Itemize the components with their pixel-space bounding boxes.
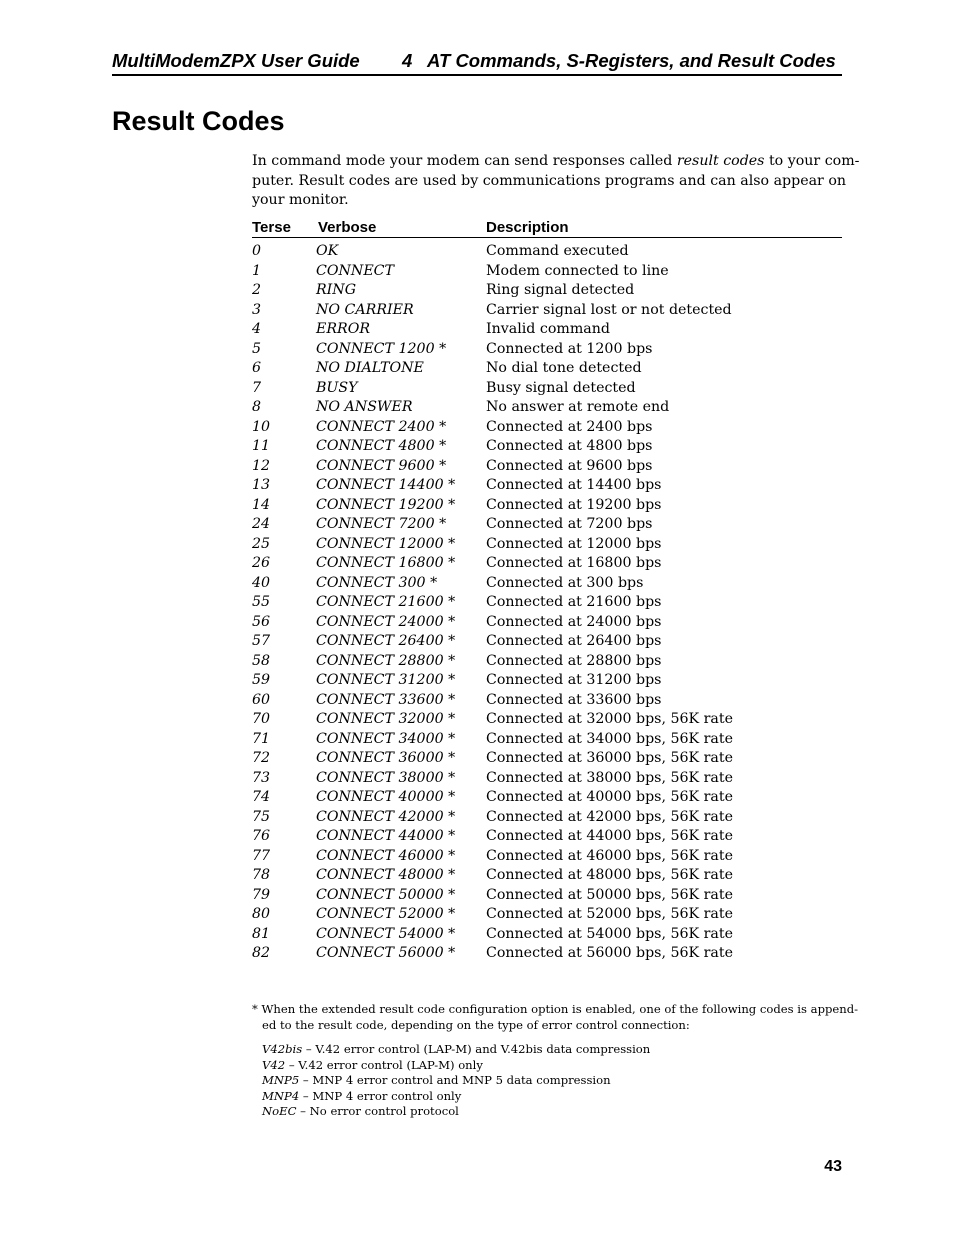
description-cell: Connected at 36000 bps, 56K rate [486, 750, 733, 766]
code-description: – No error control protocol [296, 1104, 459, 1119]
header-guide-title: MultiModemZPX User Guide [112, 50, 360, 71]
code-description: – V.42 error control (LAP-M) and V.42bis data compression [302, 1042, 651, 1056]
code-item [262, 1042, 650, 1058]
intro-line-1 [252, 152, 860, 172]
table-row [252, 301, 842, 321]
table-row [252, 437, 842, 457]
table-row [252, 359, 842, 379]
verbose-cell: CONNECT 32000 * [316, 711, 456, 727]
table-row [252, 944, 842, 964]
terse-cell: 13 [252, 477, 271, 493]
terse-cell: 73 [252, 769, 271, 786]
verbose-cell: CONNECT 44000 * [316, 828, 456, 844]
table-row [252, 281, 842, 301]
verbose-cell: CONNECT 26400 * [316, 633, 456, 649]
description-cell: Connected at 52000 bps, 56K rate [486, 906, 733, 922]
verbose-cell: CONNECT 54000 * [316, 925, 456, 942]
terse-cell: 3 [252, 301, 262, 318]
table-row [252, 476, 842, 496]
terse-cell: 56 [252, 613, 271, 630]
terse-cell: 81 [252, 925, 271, 942]
verbose-cell: CONNECT 24000 * [316, 613, 456, 630]
column-header-terse: Terse [252, 219, 291, 236]
description-cell: Connected at 46000 bps, 56K rate [486, 847, 733, 864]
terse-cell: 26 [252, 555, 271, 571]
table-row [252, 905, 842, 925]
description-cell: Carrier signal lost or not detected [486, 301, 732, 318]
terse-cell: 40 [252, 574, 271, 591]
description-cell: Connected at 7200 bps [486, 516, 653, 532]
verbose-cell: CONNECT 48000 * [316, 867, 456, 883]
description-cell: Command executed [486, 243, 629, 259]
terse-cell: 8 [252, 399, 262, 415]
description-cell: Connected at 14400 bps [486, 477, 662, 493]
table-row [252, 496, 842, 516]
terse-cell: 0 [252, 243, 262, 259]
verbose-cell: CONNECT 12000 * [316, 535, 456, 552]
verbose-cell: CONNECT 34000 * [316, 730, 456, 747]
description-cell: Ring signal detected [486, 282, 635, 298]
terse-cell: 59 [252, 672, 271, 688]
description-cell: Connected at 21600 bps [486, 594, 662, 610]
code-name: V42 [262, 1057, 286, 1072]
description-cell: Busy signal detected [486, 379, 636, 396]
verbose-cell: CONNECT 21600 * [316, 594, 456, 610]
terse-cell: 77 [252, 847, 271, 864]
terse-cell: 70 [252, 711, 271, 727]
description-cell: Connected at 38000 bps, 56K rate [486, 769, 733, 786]
table-row [252, 886, 842, 906]
terse-cell: 75 [252, 808, 271, 825]
verbose-cell: CONNECT 16800 * [316, 555, 456, 571]
description-cell: Connected at 16800 bps [486, 555, 662, 571]
table-row [252, 652, 842, 672]
table-row [252, 671, 842, 691]
description-cell: Connected at 33600 bps [486, 691, 662, 708]
terse-cell: 80 [252, 906, 271, 922]
description-cell: No answer at remote end [486, 399, 670, 415]
terse-cell: 24 [252, 516, 271, 532]
verbose-cell: CONNECT 33600 * [316, 691, 456, 708]
terse-cell: 78 [252, 867, 271, 883]
description-cell: Connected at 44000 bps, 56K rate [486, 828, 733, 844]
table-row [252, 535, 842, 555]
verbose-cell: CONNECT 46000 * [316, 847, 456, 864]
description-cell: Connected at 24000 bps [486, 613, 662, 630]
description-cell: Modem connected to line [486, 262, 669, 279]
page-title: Result Codes [112, 106, 285, 136]
column-header-verbose: Verbose [318, 219, 377, 236]
terse-cell: 57 [252, 633, 271, 649]
description-cell: Connected at 31200 bps [486, 672, 662, 688]
verbose-cell: NO DIALTONE [316, 360, 424, 376]
terse-cell: 10 [252, 418, 271, 435]
description-cell: Connected at 9600 bps [486, 457, 653, 474]
intro-term: result codes [676, 153, 765, 169]
terse-cell: 58 [252, 652, 271, 669]
intro-line-2: puter. Result codes are used by communications programs and can also appear on [252, 172, 847, 189]
verbose-cell: CONNECT 14400 * [316, 477, 456, 493]
description-cell: Connected at 32000 bps, 56K rate [486, 711, 733, 727]
intro-text: to your com- [764, 153, 860, 169]
table-row [252, 554, 842, 574]
terse-cell: 76 [252, 828, 271, 844]
table-row [252, 457, 842, 477]
terse-cell: 55 [252, 594, 271, 610]
verbose-cell: BUSY [316, 379, 358, 396]
table-row [252, 632, 842, 652]
terse-cell: 25 [252, 535, 271, 552]
terse-cell: 2 [252, 282, 262, 298]
description-cell: Connected at 56000 bps, 56K rate [486, 945, 733, 961]
terse-cell: 4 [252, 321, 262, 337]
verbose-cell: CONNECT 36000 * [316, 750, 456, 766]
table-row [252, 749, 842, 769]
description-cell: Connected at 2400 bps [486, 418, 653, 435]
verbose-cell: NO ANSWER [316, 399, 413, 415]
table-row [252, 593, 842, 613]
verbose-cell: ERROR [316, 321, 371, 337]
terse-cell: 74 [252, 789, 271, 805]
intro-text: In command mode your modem can send responses called [252, 153, 677, 169]
description-cell: Invalid command [486, 321, 610, 337]
verbose-cell: CONNECT 9600 * [316, 457, 447, 474]
table-header-rule [252, 237, 842, 238]
terse-cell: 1 [252, 262, 262, 279]
description-cell: Connected at 50000 bps, 56K rate [486, 886, 733, 903]
verbose-cell: CONNECT 4800 * [316, 438, 447, 454]
column-header-description: Description [486, 219, 569, 236]
code-item [262, 1089, 650, 1105]
table-row [252, 340, 842, 360]
code-name: MNP4 [262, 1088, 300, 1103]
description-cell: Connected at 28800 bps [486, 652, 662, 669]
description-cell: Connected at 54000 bps, 56K rate [486, 925, 733, 942]
terse-cell: 5 [252, 340, 262, 357]
intro-line-3: your monitor. [252, 192, 349, 208]
code-item [262, 1073, 650, 1089]
table-row [252, 398, 842, 418]
footnote-line-1: * When the extended result code configuration option is enabled, one of the following codes is append- [252, 1002, 859, 1016]
terse-cell: 71 [252, 730, 271, 747]
description-cell: No dial tone detected [486, 360, 642, 376]
terse-cell: 14 [252, 496, 271, 513]
table-row [252, 827, 842, 847]
code-description: – V.42 error control (LAP-M) only [285, 1057, 483, 1072]
table-row [252, 866, 842, 886]
description-cell: Connected at 4800 bps [486, 438, 653, 454]
verbose-cell: NO CARRIER [316, 301, 414, 318]
result-codes-table [252, 242, 842, 964]
terse-cell: 82 [252, 945, 271, 961]
verbose-cell: CONNECT 42000 * [316, 808, 456, 825]
code-name: V42bis [262, 1042, 303, 1056]
table-row [252, 925, 842, 945]
verbose-cell: CONNECT 19200 * [316, 496, 456, 513]
verbose-cell: CONNECT 2400 * [316, 418, 447, 435]
terse-cell: 79 [252, 886, 271, 903]
code-item [262, 1104, 650, 1120]
table-row [252, 788, 842, 808]
footnote [252, 1002, 859, 1033]
verbose-cell: CONNECT 300 * [316, 574, 438, 591]
verbose-cell: CONNECT 1200 * [316, 340, 447, 357]
running-header [112, 48, 842, 76]
terse-cell: 6 [252, 360, 262, 376]
code-description: – MNP 4 error control only [299, 1088, 462, 1103]
table-row [252, 379, 842, 399]
code-name: MNP5 [262, 1073, 300, 1088]
terse-cell: 60 [252, 691, 271, 708]
code-item [262, 1058, 650, 1074]
verbose-cell: CONNECT [316, 262, 394, 279]
table-row [252, 613, 842, 633]
error-control-codes [262, 1042, 650, 1120]
table-row [252, 847, 842, 867]
description-cell: Connected at 19200 bps [486, 496, 662, 513]
table-row [252, 769, 842, 789]
verbose-cell: CONNECT 40000 * [316, 789, 456, 805]
table-row [252, 418, 842, 438]
code-description: – MNP 4 error control and MNP 5 data compression [299, 1073, 611, 1088]
description-cell: Connected at 48000 bps, 56K rate [486, 867, 733, 883]
verbose-cell: CONNECT 56000 * [316, 945, 456, 961]
table-row [252, 242, 842, 262]
code-name: NoEC [262, 1104, 297, 1119]
terse-cell: 12 [252, 457, 271, 474]
verbose-cell: CONNECT 7200 * [316, 516, 447, 532]
table-row [252, 320, 842, 340]
terse-cell: 11 [252, 438, 271, 454]
terse-cell: 7 [252, 379, 262, 396]
table-row [252, 730, 842, 750]
description-cell: Connected at 26400 bps [486, 633, 662, 649]
description-cell: Connected at 40000 bps, 56K rate [486, 789, 733, 805]
verbose-cell: CONNECT 28800 * [316, 652, 456, 669]
description-cell: Connected at 34000 bps, 56K rate [486, 730, 733, 747]
description-cell: Connected at 1200 bps [486, 340, 653, 357]
intro-paragraph [252, 152, 860, 211]
verbose-cell: CONNECT 52000 * [316, 906, 456, 922]
verbose-cell: CONNECT 31200 * [316, 672, 456, 688]
page-number: 43 [824, 1158, 842, 1175]
terse-cell: 72 [252, 750, 271, 766]
verbose-cell: OK [316, 243, 339, 259]
verbose-cell: CONNECT 50000 * [316, 886, 456, 903]
table-row [252, 808, 842, 828]
table-row [252, 515, 842, 535]
table-row [252, 710, 842, 730]
header-chapter-title: 4 AT Commands, S-Registers, and Result Codes [402, 50, 836, 71]
verbose-cell: RING [316, 282, 357, 298]
table-row [252, 574, 842, 594]
description-cell: Connected at 12000 bps [486, 535, 662, 552]
verbose-cell: CONNECT 38000 * [316, 769, 456, 786]
description-cell: Connected at 42000 bps, 56K rate [486, 808, 733, 825]
description-cell: Connected at 300 bps [486, 574, 644, 591]
footnote-line-2: ed to the result code, depending on the type of error control connection: [262, 1017, 690, 1032]
table-row [252, 262, 842, 282]
table-row [252, 691, 842, 711]
